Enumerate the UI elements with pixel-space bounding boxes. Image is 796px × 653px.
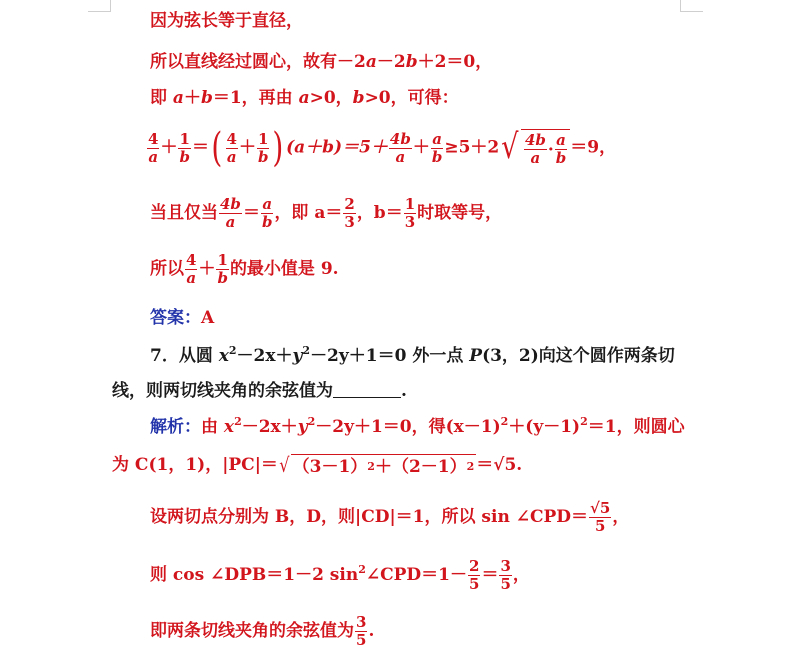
fraction [185,252,197,287]
text: ∠CPD＝1－ [365,565,467,585]
text: ＋ [238,137,256,158]
text: ＋2＝0， [417,52,493,72]
numerator: 4 [226,129,237,148]
text: 由 [201,417,224,437]
var: a [172,88,184,108]
text: 即 [150,88,173,108]
page-corner-mark-left-h [88,11,110,12]
denominator: 3 [344,213,355,231]
denominator: 5 [469,575,480,593]
numerator: 1 [179,129,190,148]
text: (3，2)向这个圆作两条切 [482,346,675,366]
exponent: 2 [358,563,366,576]
text: . [401,381,407,401]
solution-line-5 [150,196,502,231]
text: ＝1，则圆心 [587,417,685,437]
denominator: a [395,147,406,166]
var: y [297,417,308,437]
denominator: a [530,149,541,167]
fraction [178,131,191,166]
var: a [365,52,377,72]
text: ＋ [412,137,430,158]
page-corner-mark-left [110,0,111,12]
denominator: 5 [594,517,606,535]
text: 的最小值是 9. [229,259,339,279]
denominator: a [226,147,237,166]
text: ＋ [160,137,178,158]
fraction [355,614,367,649]
text: 设两切点分别为 B，D，则|CD|＝1，所以 sin ∠CPD＝ [150,507,589,527]
text: －2y＋1＝0 外一点 [310,346,470,366]
fraction [257,131,270,166]
answer-label: 答案： [150,308,201,328]
text: 即两条切线夹角的余弦值为 [150,621,354,641]
numerator: 1 [404,195,416,213]
left-paren: ( [211,125,223,171]
text: 线，则两切线夹角的余弦值为 [112,381,333,401]
solution-line-3 [150,88,459,108]
var: x [218,346,229,366]
text: 所以直线经过圆心，故有－2 [150,52,366,72]
text: ＝ [481,565,499,585]
fraction [431,131,444,166]
analysis-label: 解析： [150,417,201,437]
numerator: 2 [344,195,355,213]
numerator: 1 [217,251,228,269]
numerator: 2 [469,557,480,575]
answer-blank [333,381,401,398]
text: 为 C(1，1)，|PC|＝ [112,455,278,475]
text: ＝ [242,203,260,223]
fraction [404,196,416,231]
exponent: 2 [302,344,311,357]
exponent: 2 [307,415,316,428]
text: >0， [309,88,353,108]
solution-line-2 [150,52,492,72]
text: 7．从圆 [150,346,219,366]
text: －2y＋1＝0，得(x－1) [315,417,501,437]
numerator: a [262,195,273,213]
text: 则 cos ∠DPB＝1－2 sin [150,565,359,585]
exponent: 2 [580,415,588,428]
fraction [524,132,547,167]
text: ＝9， [570,137,617,158]
text: 当且仅当 [150,203,218,223]
var: b [352,88,365,108]
numerator: a [556,131,566,149]
numerator: 4 [148,129,159,148]
analysis-line-4 [150,558,530,593]
question-7-line-2 [112,381,407,401]
fraction [555,132,568,167]
text: 因为弦长等于直径， [150,11,303,31]
solution-line-4-inequality [146,125,617,171]
radicand: （3－1） 2 ＋（2－1） 2 [291,454,477,477]
text: ＋(y－1) [508,417,581,437]
text: . [516,455,523,475]
numerator: 3 [500,557,511,575]
text: ＝1，再由 [212,88,299,108]
var: P [469,346,483,366]
denominator: 3 [404,213,416,231]
solution-line-1 [150,11,303,31]
denominator: 5 [356,631,367,649]
denominator: a [148,147,159,166]
denominator: b [555,149,567,167]
page-corner-mark-right-h [681,11,703,12]
fraction [216,252,229,287]
exponent: 2 [500,415,509,428]
text: 时取等号， [417,203,503,223]
fraction [389,131,412,166]
denominator: a [186,269,197,287]
numerator: √5 [590,499,611,517]
radical-sign: √ [501,127,519,167]
solution-line-6 [150,252,339,287]
text: (a＋b)＝5＋ [286,137,388,158]
analysis-line-1 [150,417,685,437]
answer-value: A [201,308,215,328]
fraction [147,131,159,166]
numerator: 4b [389,129,411,148]
text: ≥5＋2 [444,137,500,158]
text: ， [512,565,530,585]
fraction [468,558,480,593]
text: ＋ [198,259,216,279]
text: ， [612,507,630,527]
right-paren: ) [272,125,284,171]
numerator: a [432,129,442,148]
fraction [226,131,238,166]
text: ，即 a＝ [274,203,343,223]
text: ＋（2－1） [374,457,467,477]
numerator: 4b [524,131,546,149]
sqrt-five: √5 [493,455,517,475]
numerator: 3 [356,613,367,631]
fraction [219,196,242,231]
text: >0，可得： [364,88,459,108]
fraction [589,500,611,535]
denominator: b [257,147,269,166]
var: a [298,88,310,108]
var: y [292,346,303,366]
text: ＋ [183,88,201,108]
question-7-line-1 [150,346,675,366]
text: －2x＋ [241,417,298,437]
exponent: 2 [228,344,237,357]
denominator: b [217,269,228,287]
analysis-line-2 [112,454,522,477]
numerator: 4 [186,251,197,269]
numerator: 1 [258,129,269,148]
text: ＝ [476,455,494,475]
text: 所以 [150,259,184,279]
text: . [368,621,375,641]
exponent: 2 [234,415,242,428]
text: ，b＝ [356,203,403,223]
text: －2x＋ [236,346,293,366]
fraction [343,196,355,231]
analysis-line-3 [150,500,629,535]
var: b [200,88,213,108]
denominator: a [225,213,236,231]
square-root [278,454,476,477]
answer-line [150,308,214,328]
denominator: b [261,213,273,231]
radicand: $\frac{4b}{a}$ · $\frac{a}{b}$ [521,129,570,167]
text: ＝ [191,137,209,158]
var: x [223,417,235,437]
square-root [499,129,570,167]
analysis-line-5 [150,614,374,649]
text: （3－1） [292,457,368,477]
radical-sign: √ [279,453,290,477]
denominator: b [431,147,443,166]
denominator: b [179,147,190,166]
var: b [405,52,418,72]
fraction [499,558,511,593]
text: －2 [376,52,406,72]
numerator: 4b [220,195,241,213]
denominator: 5 [500,575,511,593]
fraction [261,196,274,231]
